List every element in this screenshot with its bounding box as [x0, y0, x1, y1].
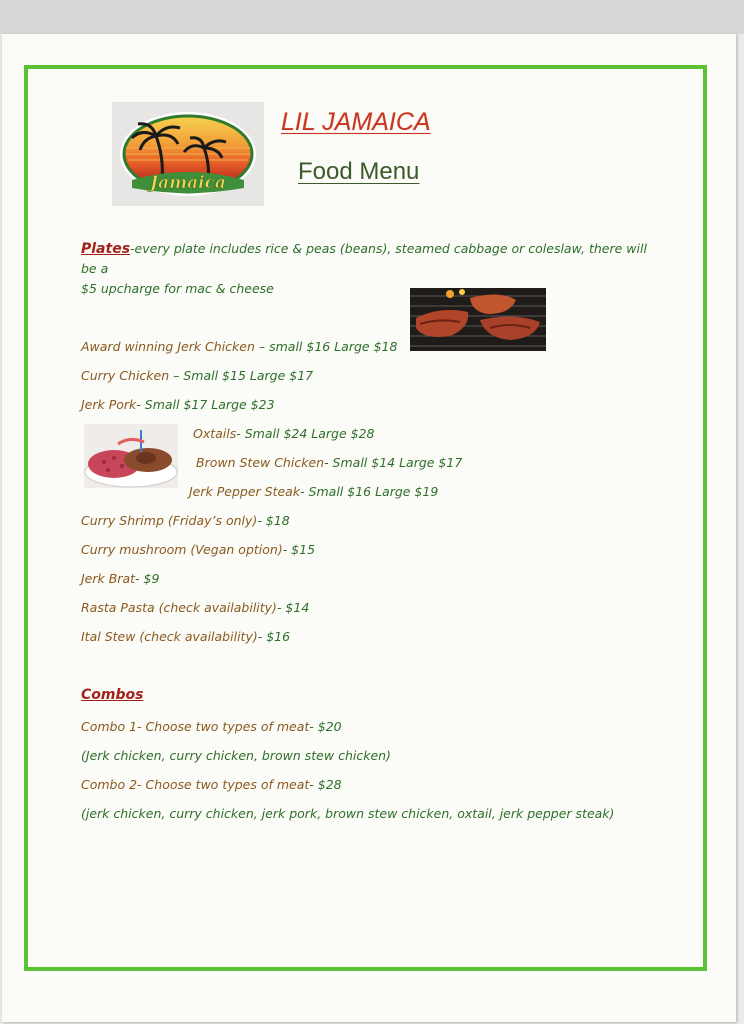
- combo-2-options: (jerk chicken, curry chicken, jerk pork, brown stew chicken, oxtail, jerk pepper steak): [81, 806, 615, 821]
- item-name: Curry mushroom (Vegan option): [81, 542, 283, 557]
- jamaica-logo: [112, 102, 264, 206]
- item-name: Curry Chicken: [81, 368, 170, 383]
- combo-1: [81, 719, 342, 735]
- menu-title: Food Menu: [298, 158, 420, 185]
- menu-item-brown-stew-chicken: [196, 455, 462, 471]
- item-name: Ital Stew (check availability): [81, 629, 258, 644]
- item-price: - $18: [257, 513, 290, 528]
- item-price: - $15: [282, 542, 316, 557]
- item-price: - $9: [135, 571, 160, 586]
- combo-2: [81, 777, 342, 793]
- item-name: Oxtails: [193, 426, 237, 441]
- plates-description-line2: $5 upcharge for mac & cheese: [81, 281, 274, 296]
- item-name: Jerk Pepper Steak: [189, 484, 301, 499]
- menu-item-jerk-brat: [81, 571, 159, 587]
- menu-item-rasta-pasta: [81, 600, 309, 616]
- combo-price: - $20: [309, 719, 342, 734]
- menu-item-curry-chicken: [81, 368, 313, 384]
- item-price: – small $16 Large $18: [254, 339, 398, 354]
- item-name: Jerk Brat: [81, 571, 136, 586]
- menu-item-ital-stew: [81, 629, 290, 645]
- plates-description-text: -every plate includes rice & peas (beans), steamed cabbage or coleslaw, there will be a: [81, 241, 647, 276]
- combo-name: Combo 2- Choose two types of meat: [81, 777, 310, 792]
- item-price: - $16: [257, 629, 291, 644]
- palm-sunset-logo-icon: [112, 102, 264, 206]
- restaurant-name: LIL JAMAICA: [281, 108, 431, 136]
- item-price: - Small $16 Large $19: [300, 484, 439, 499]
- combo-price: - $28: [309, 777, 342, 792]
- logo-text: Jamaica: [150, 173, 226, 193]
- item-name: Curry Shrimp (Friday’s only): [81, 513, 258, 528]
- menu-item-jerk-pepper-steak: [189, 484, 438, 500]
- plates-description: [81, 239, 651, 299]
- item-price: - Small $17 Large $23: [136, 397, 275, 412]
- item-name: Jerk Pork: [81, 397, 137, 412]
- item-price: - $14: [276, 600, 310, 615]
- item-price: - Small $24 Large $28: [236, 426, 375, 441]
- scan-top-margin: [0, 0, 744, 34]
- plate-dish-photo: [84, 424, 178, 488]
- item-name: Brown Stew Chicken: [196, 455, 325, 470]
- item-price: - Small $14 Large $17: [324, 455, 463, 470]
- menu-item-jerk-chicken: [81, 339, 397, 355]
- menu-item-curry-shrimp: [81, 513, 290, 529]
- plates-heading: Plates: [81, 241, 131, 257]
- jerk-chicken-photo: [410, 288, 546, 351]
- menu-item-curry-mushroom: [81, 542, 315, 558]
- item-name: Award winning Jerk Chicken: [81, 339, 255, 354]
- item-price: – Small $15 Large $17: [169, 368, 314, 383]
- item-name: Rasta Pasta (check availability): [81, 600, 277, 615]
- combo-name: Combo 1- Choose two types of meat: [81, 719, 310, 734]
- menu-item-jerk-pork: [81, 397, 275, 413]
- combo-1-options: (Jerk chicken, curry chicken, brown stew chicken): [81, 748, 391, 763]
- combos-heading: Combos: [81, 687, 144, 703]
- menu-item-oxtails: [193, 426, 375, 442]
